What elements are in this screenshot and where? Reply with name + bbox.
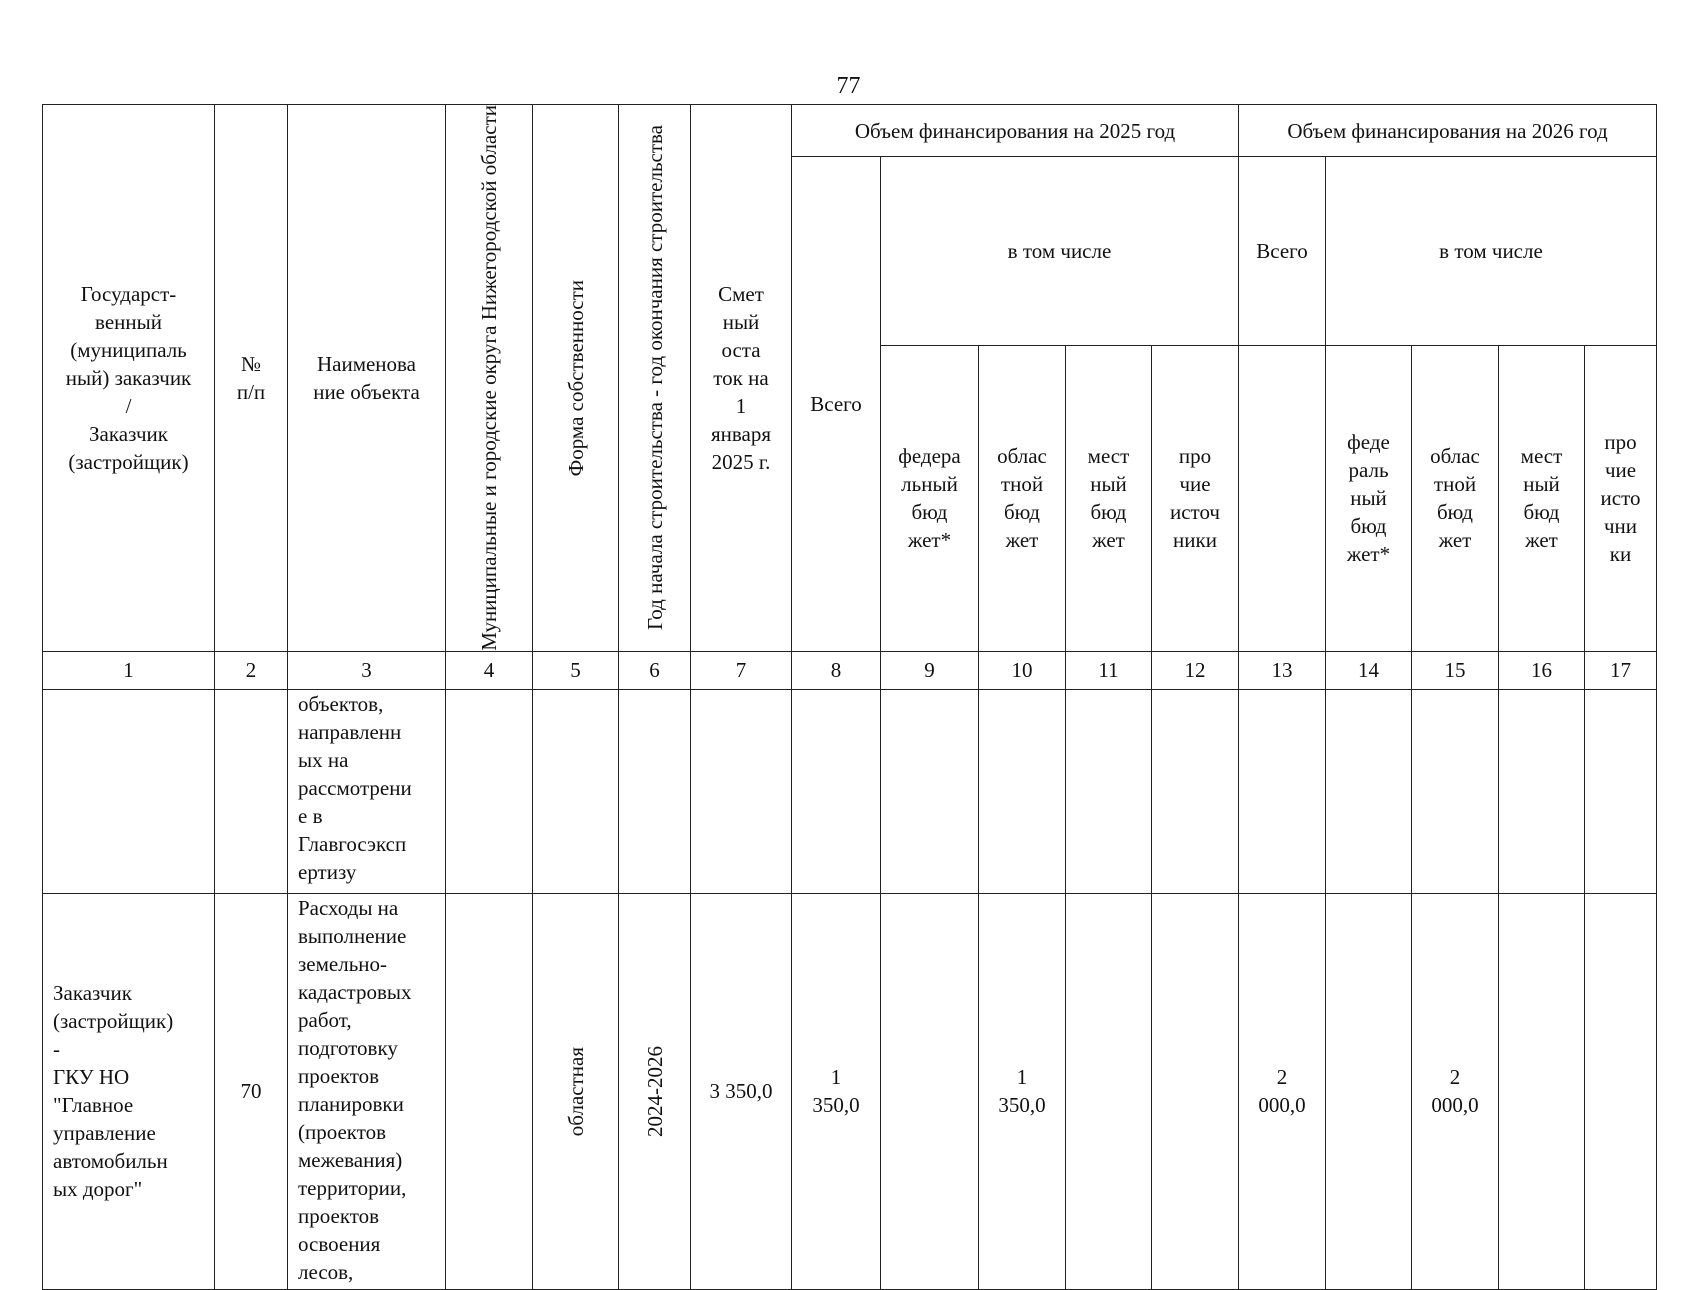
cell-municipality bbox=[446, 689, 533, 893]
cell-total-2025: 1 350,0 bbox=[792, 893, 881, 1289]
cell-federal-2026 bbox=[1326, 893, 1412, 1289]
table-row bbox=[43, 893, 1657, 1289]
column-number: 8 bbox=[792, 651, 881, 689]
header-municipality: Муниципальные и городские округа Нижегородской области bbox=[446, 105, 533, 652]
header-object-name: Наименова ние объекта bbox=[288, 105, 446, 652]
cell-number: 70 bbox=[215, 893, 288, 1289]
column-number: 12 bbox=[1152, 651, 1239, 689]
header-other-2026: про чие исто чни ки bbox=[1585, 345, 1657, 651]
cell-local-2026 bbox=[1499, 893, 1585, 1289]
column-number: 2 bbox=[215, 651, 288, 689]
page-number: 77 bbox=[836, 73, 861, 99]
cell-other-2026 bbox=[1585, 893, 1657, 1289]
cell-years bbox=[619, 689, 691, 893]
header-regional-2026: облас тной бюд жет bbox=[1412, 345, 1499, 651]
cell-years: 2024-2026 bbox=[619, 893, 691, 1289]
header-including-2025: в том числе bbox=[881, 157, 1239, 346]
header-federal-2026: феде раль ный бюд жет* bbox=[1326, 345, 1412, 651]
cell-number bbox=[215, 689, 288, 893]
cell-total-2026: 2 000,0 bbox=[1239, 893, 1326, 1289]
header-local-2025: мест ный бюд жет bbox=[1066, 345, 1152, 651]
column-number: 1 bbox=[43, 651, 215, 689]
header-years: Год начала строительства - год окончания строительства bbox=[619, 105, 691, 652]
cell-regional-2025 bbox=[979, 689, 1066, 893]
column-number: 9 bbox=[881, 651, 979, 689]
column-number: 14 bbox=[1326, 651, 1412, 689]
cell-customer: Заказчик (застройщик) - ГКУ НО "Главное управление автомобильн ых дорог" bbox=[43, 893, 215, 1289]
column-number: 5 bbox=[533, 651, 619, 689]
header-total-2026-spacer bbox=[1239, 345, 1326, 651]
cell-total-2026 bbox=[1239, 689, 1326, 893]
header-including-2026: в том числе bbox=[1326, 157, 1657, 346]
cell-regional-2026: 2 000,0 bbox=[1412, 893, 1499, 1289]
column-number: 4 bbox=[446, 651, 533, 689]
cell-local-2025 bbox=[1066, 689, 1152, 893]
cell-local-2025 bbox=[1066, 893, 1152, 1289]
cell-object-name: объектов, направленн ых на рассмотрени е в Главгосэксп ертизу bbox=[288, 689, 446, 893]
column-number: 15 bbox=[1412, 651, 1499, 689]
header-local-2026: мест ный бюд жет bbox=[1499, 345, 1585, 651]
cell-other-2025 bbox=[1152, 893, 1239, 1289]
cell-federal-2025 bbox=[881, 893, 979, 1289]
header-total-2026: Всего bbox=[1239, 157, 1326, 346]
header-federal-2025: федера льный бюд жет* bbox=[881, 345, 979, 651]
cell-estimate: 3 350,0 bbox=[691, 893, 792, 1289]
cell-local-2026 bbox=[1499, 689, 1585, 893]
header-financing-2026: Объем финансирования на 2026 год bbox=[1239, 105, 1657, 157]
header-regional-2025: облас тной бюд жет bbox=[979, 345, 1066, 651]
header-row-1 bbox=[43, 105, 1657, 157]
column-number: 7 bbox=[691, 651, 792, 689]
cell-federal-2026 bbox=[1326, 689, 1412, 893]
cell-other-2026 bbox=[1585, 689, 1657, 893]
header-total-2025: Всего bbox=[792, 157, 881, 652]
column-number: 10 bbox=[979, 651, 1066, 689]
column-number: 3 bbox=[288, 651, 446, 689]
cell-customer bbox=[43, 689, 215, 893]
cell-regional-2026 bbox=[1412, 689, 1499, 893]
column-number-row bbox=[43, 651, 1657, 689]
cell-federal-2025 bbox=[881, 689, 979, 893]
header-number: № п/п bbox=[215, 105, 288, 652]
column-number: 17 bbox=[1585, 651, 1657, 689]
cell-object-name: Расходы на выполнение земельно- кадастровых работ, подготовку проектов планировки (проектов межевания) территории, проектов освоения лесов, bbox=[288, 893, 446, 1289]
cell-regional-2025: 1 350,0 bbox=[979, 893, 1066, 1289]
cell-total-2025 bbox=[792, 689, 881, 893]
header-customer: Государст- венный (муниципаль ный) заказчик / Заказчик (застройщик) bbox=[43, 105, 215, 652]
cell-ownership: областная bbox=[533, 893, 619, 1289]
column-number: 13 bbox=[1239, 651, 1326, 689]
header-other-2025: про чие источ ники bbox=[1152, 345, 1239, 651]
header-financing-2025: Объем финансирования на 2025 год bbox=[792, 105, 1239, 157]
table-row bbox=[43, 689, 1657, 893]
header-ownership: Форма собственности bbox=[533, 105, 619, 652]
cell-estimate bbox=[691, 689, 792, 893]
column-number: 6 bbox=[619, 651, 691, 689]
header-estimate-balance: Смет ный оста ток на 1 января 2025 г. bbox=[691, 105, 792, 652]
cell-ownership bbox=[533, 689, 619, 893]
financing-table bbox=[42, 104, 1657, 1290]
column-number: 16 bbox=[1499, 651, 1585, 689]
cell-other-2025 bbox=[1152, 689, 1239, 893]
column-number: 11 bbox=[1066, 651, 1152, 689]
cell-municipality bbox=[446, 893, 533, 1289]
